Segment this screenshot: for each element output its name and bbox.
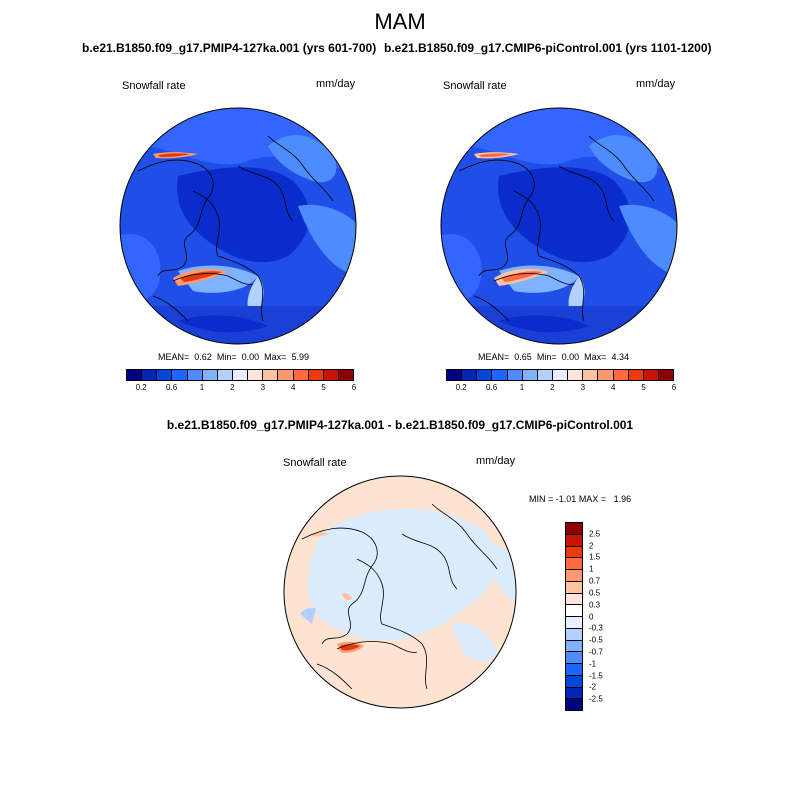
- panel-1-colorbar: [126, 369, 357, 397]
- colorbar-swatch: [628, 370, 643, 380]
- colorbar-tick-label: 3: [580, 383, 586, 392]
- diff-colorbar-tick-label: 0: [589, 612, 594, 621]
- diff-panel-title: b.e21.B1850.f09_g17.PMIP4-127ka.001 - b.e21.B1850.f09_g17.CMIP6-piControl.001: [166, 418, 634, 432]
- diff-colorbar-tick-label: -2: [589, 682, 597, 692]
- diff-colorbar-tick-label: 1.5: [589, 552, 601, 562]
- colorbar-swatch: [522, 370, 537, 380]
- diff-colorbar-tick-label: -1.5: [589, 671, 603, 681]
- panel-1-title: b.e21.B1850.f09_g17.PMIP4-127ka.001 (yrs 601-700): [82, 41, 377, 55]
- colorbar-swatch: [171, 370, 186, 380]
- panel-2-colorbar-swatches: [446, 369, 674, 381]
- diff-colorbar-tick-label: 0.7: [589, 576, 601, 586]
- colorbar-swatch: [338, 370, 353, 380]
- panel-2-units-label: mm/day: [636, 78, 676, 90]
- diff-colorbar-swatch: [566, 523, 582, 534]
- colorbar-tick-label: 0.2: [135, 383, 147, 392]
- colorbar-swatch: [141, 370, 156, 380]
- colorbar-swatch: [461, 370, 476, 380]
- diff-colorbar-swatch: [566, 675, 582, 687]
- diff-colorbar-swatch: [566, 581, 582, 593]
- diff-colorbar-tick-label: -0.5: [589, 635, 603, 645]
- panel-1-colorbar-swatches: [126, 369, 354, 381]
- diff-colorbar-swatch: [566, 616, 582, 628]
- diff-colorbar-tick-label: -1: [589, 659, 597, 669]
- colorbar-swatch: [552, 370, 567, 380]
- diff-colorbar-tick-label: 2: [589, 541, 594, 551]
- diff-colorbar-swatch: [566, 604, 582, 616]
- diff-colorbar-tick-label: 2.5: [589, 529, 601, 539]
- figure-title: MAM: [374, 9, 426, 34]
- diff-panel-variable-label: Snowfall rate: [283, 457, 347, 469]
- panel-1-snowfall-field: [118, 106, 358, 346]
- panel-1-stats: MEAN= 0.62 Min= 0.00 Max= 5.99: [158, 352, 309, 362]
- colorbar-swatch: [202, 370, 217, 380]
- diff-colorbar-swatch: [566, 546, 582, 558]
- panel-2-variable-label: Snowfall rate: [443, 80, 507, 92]
- diff-colorbar-swatch: [566, 663, 582, 675]
- colorbar-swatch: [643, 370, 658, 380]
- colorbar-tick-label: 0.6: [486, 383, 498, 392]
- diff-colorbar-swatch: [566, 557, 582, 569]
- diff-panel-stats: MIN = -1.01 MAX = 1.96: [529, 494, 632, 504]
- colorbar-swatch: [658, 370, 673, 380]
- diff-colorbar-swatch: [566, 628, 582, 640]
- diff-colorbar-swatches: [565, 522, 583, 711]
- colorbar-tick-label: 1: [519, 383, 525, 392]
- colorbar-swatch: [447, 370, 461, 380]
- diff-colorbar-swatch: [566, 640, 582, 652]
- colorbar-swatch: [262, 370, 277, 380]
- colorbar-swatch: [582, 370, 597, 380]
- diff-colorbar-swatch: [566, 593, 582, 605]
- panel-2-polar-map: [439, 106, 679, 346]
- colorbar-tick-label: 5: [641, 383, 646, 392]
- colorbar-swatch: [491, 370, 506, 380]
- diff-colorbar: [565, 522, 625, 712]
- diff-colorbar-swatch: [566, 569, 582, 581]
- colorbar-tick-label: 5: [321, 383, 326, 392]
- colorbar-swatch: [247, 370, 262, 380]
- colorbar-swatch: [613, 370, 628, 380]
- diff-colorbar-tick-label: 0.3: [589, 600, 601, 610]
- diff-panel-polar-map: [282, 474, 518, 710]
- panel-1-polar-map: [118, 106, 358, 346]
- colorbar-swatch: [567, 370, 582, 380]
- colorbar-swatch: [156, 370, 171, 380]
- colorbar-tick-label: 4: [610, 383, 616, 392]
- colorbar-swatch: [323, 370, 338, 380]
- colorbar-tick-label: 6: [351, 383, 357, 392]
- colorbar-tick-label: 6: [671, 383, 677, 392]
- colorbar-tick-label: 3: [260, 383, 266, 392]
- panel-2-snowfall-field: [439, 106, 679, 346]
- diff-panel-difference-field: [282, 474, 518, 710]
- diff-colorbar-tick-label: 0.5: [589, 588, 601, 598]
- colorbar-tick-label: 4: [290, 383, 296, 392]
- colorbar-tick-label: 2: [550, 383, 555, 392]
- diff-colorbar-tick-label: -2.5: [589, 694, 603, 704]
- colorbar-swatch: [597, 370, 612, 380]
- panel-1-units-label: mm/day: [316, 78, 356, 90]
- panel-2-stats: MEAN= 0.65 Min= 0.00 Max= 4.34: [478, 352, 629, 362]
- colorbar-tick-label: 0.2: [455, 383, 467, 392]
- colorbar-swatch: [127, 370, 141, 380]
- diff-colorbar-tick-label: 1: [589, 564, 594, 574]
- diff-colorbar-swatch: [566, 687, 582, 699]
- colorbar-tick-label: 1: [199, 383, 205, 392]
- colorbar-swatch: [232, 370, 247, 380]
- colorbar-swatch: [507, 370, 522, 380]
- colorbar-tick-label: 2: [230, 383, 235, 392]
- panel-2-title: b.e21.B1850.f09_g17.CMIP6-piControl.001 (yrs 1101-1200): [384, 41, 712, 55]
- colorbar-swatch: [217, 370, 232, 380]
- diff-colorbar-tick-label: -0.3: [589, 623, 603, 633]
- colorbar-tick-label: 0.6: [166, 383, 178, 392]
- diff-colorbar-swatch: [566, 651, 582, 663]
- panel-2-colorbar: [446, 369, 677, 397]
- colorbar-swatch: [476, 370, 491, 380]
- colorbar-swatch: [308, 370, 323, 380]
- diff-colorbar-tick-label: -0.7: [589, 647, 603, 657]
- diff-panel-units-label: mm/day: [476, 455, 516, 467]
- diff-colorbar-swatch: [566, 698, 582, 710]
- colorbar-swatch: [293, 370, 308, 380]
- colorbar-swatch: [277, 370, 292, 380]
- panel-1-variable-label: Snowfall rate: [122, 80, 186, 92]
- diff-colorbar-swatch: [566, 534, 582, 546]
- colorbar-swatch: [187, 370, 202, 380]
- colorbar-swatch: [537, 370, 552, 380]
